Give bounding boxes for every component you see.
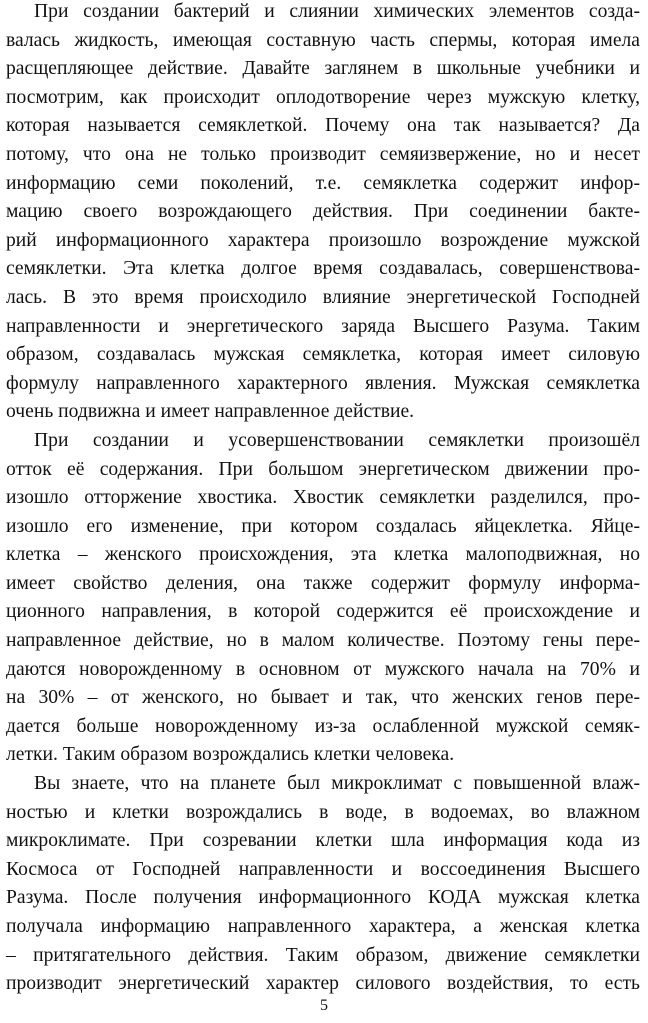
text-line: ностью и клетки возрождались в воде, в водоемах, во влажном (6, 801, 640, 823)
text-line: рий информационного характера произошло возрождение мужской (6, 229, 640, 251)
body-text (6, 0, 640, 999)
text-line: При создании и усовершенствовании семяклетки произошёл (34, 429, 640, 451)
text-line: Вы знаете, что на планете был микроклимат с повышенной влаж- (34, 773, 640, 795)
text-line: формулу направленного характерного явления. Мужская семяклетка (6, 372, 640, 394)
text-line: очень подвижна и имеет направленное действие. (6, 401, 415, 423)
text-line: потому, что она не только производит семяизвержение, но и несет (6, 143, 640, 165)
text-line: – притягательного действия. Таким образом, движение семяклетки (6, 944, 640, 966)
text-line: изошло отторжение хвостика. Хвостик семяклетки разделился, про- (6, 487, 640, 509)
text-line: информацию семи поколений, т.е. семяклетка содержит инфор- (6, 172, 640, 194)
text-line: направленности и энергетического заряда Высшего Разума. Таким (6, 315, 640, 337)
text-line: летки. Таким образом возрождались клетки человека. (6, 744, 455, 766)
text-line: ционного направления, в которой содержится её происхождение и (6, 601, 640, 623)
text-line: семяклетки. Эта клетка долгое время создавалась, совершенствова- (6, 258, 640, 280)
text-line: валась жидкость, имеющая составную часть спермы, которая имела (6, 29, 640, 51)
text-line: расщепляющее действие. Давайте заглянем в школьные учебники и (6, 58, 640, 80)
text-line: дается больше новорожденному из-за ослабленной мужской семяк- (6, 715, 640, 737)
text-line: Разума. После получения информационного КОДА мужская клетка (6, 887, 640, 909)
text-line: Космоса от Господней направленности и воссоединения Высшего (6, 858, 640, 880)
text-line: образом, создавалась мужская семяклетка, которая имеет силовую (6, 344, 640, 366)
text-line: на 30% – от женского, но бывает и так, что женских генов пере- (6, 687, 640, 709)
text-line: отток её содержания. При большом энергетическом движении про- (6, 458, 640, 480)
page-number: 5 (320, 997, 328, 1014)
text-line: лась. В это время происходило влияние энергетической Господней (6, 286, 640, 308)
text-line: получала информацию направленного характера, а женская клетка (6, 916, 640, 937)
text-line: посмотрим, как происходит оплодотворение через мужскую клетку, (6, 86, 640, 108)
text-line: производит энергетический характер силового воздействия, то есть (6, 973, 640, 995)
text-line: При создании бактерий и слиянии химических элементов созда- (34, 1, 640, 22)
text-line: которая называется семяклеткой. Почему она так называется? Да (6, 115, 640, 137)
text-line: имеет свойство деления, она также содержит формулу информа- (6, 572, 640, 594)
text-line: микроклимате. При созревании клетки шла информация кода из (6, 830, 640, 852)
text-line: даются новорожденному в основном от мужского начала на 70% и (6, 658, 640, 680)
text-line: изошло его изменение, при котором создалась яйцеклетка. Яйце- (6, 515, 640, 537)
text-line: клетка – женского происхождения, эта клетка малоподвижная, но (6, 544, 640, 566)
text-line: направленное действие, но в малом количестве. Поэтому гены пере- (6, 630, 640, 652)
text-line: мацию своего возрождающего действия. При соединении бакте- (6, 201, 640, 223)
